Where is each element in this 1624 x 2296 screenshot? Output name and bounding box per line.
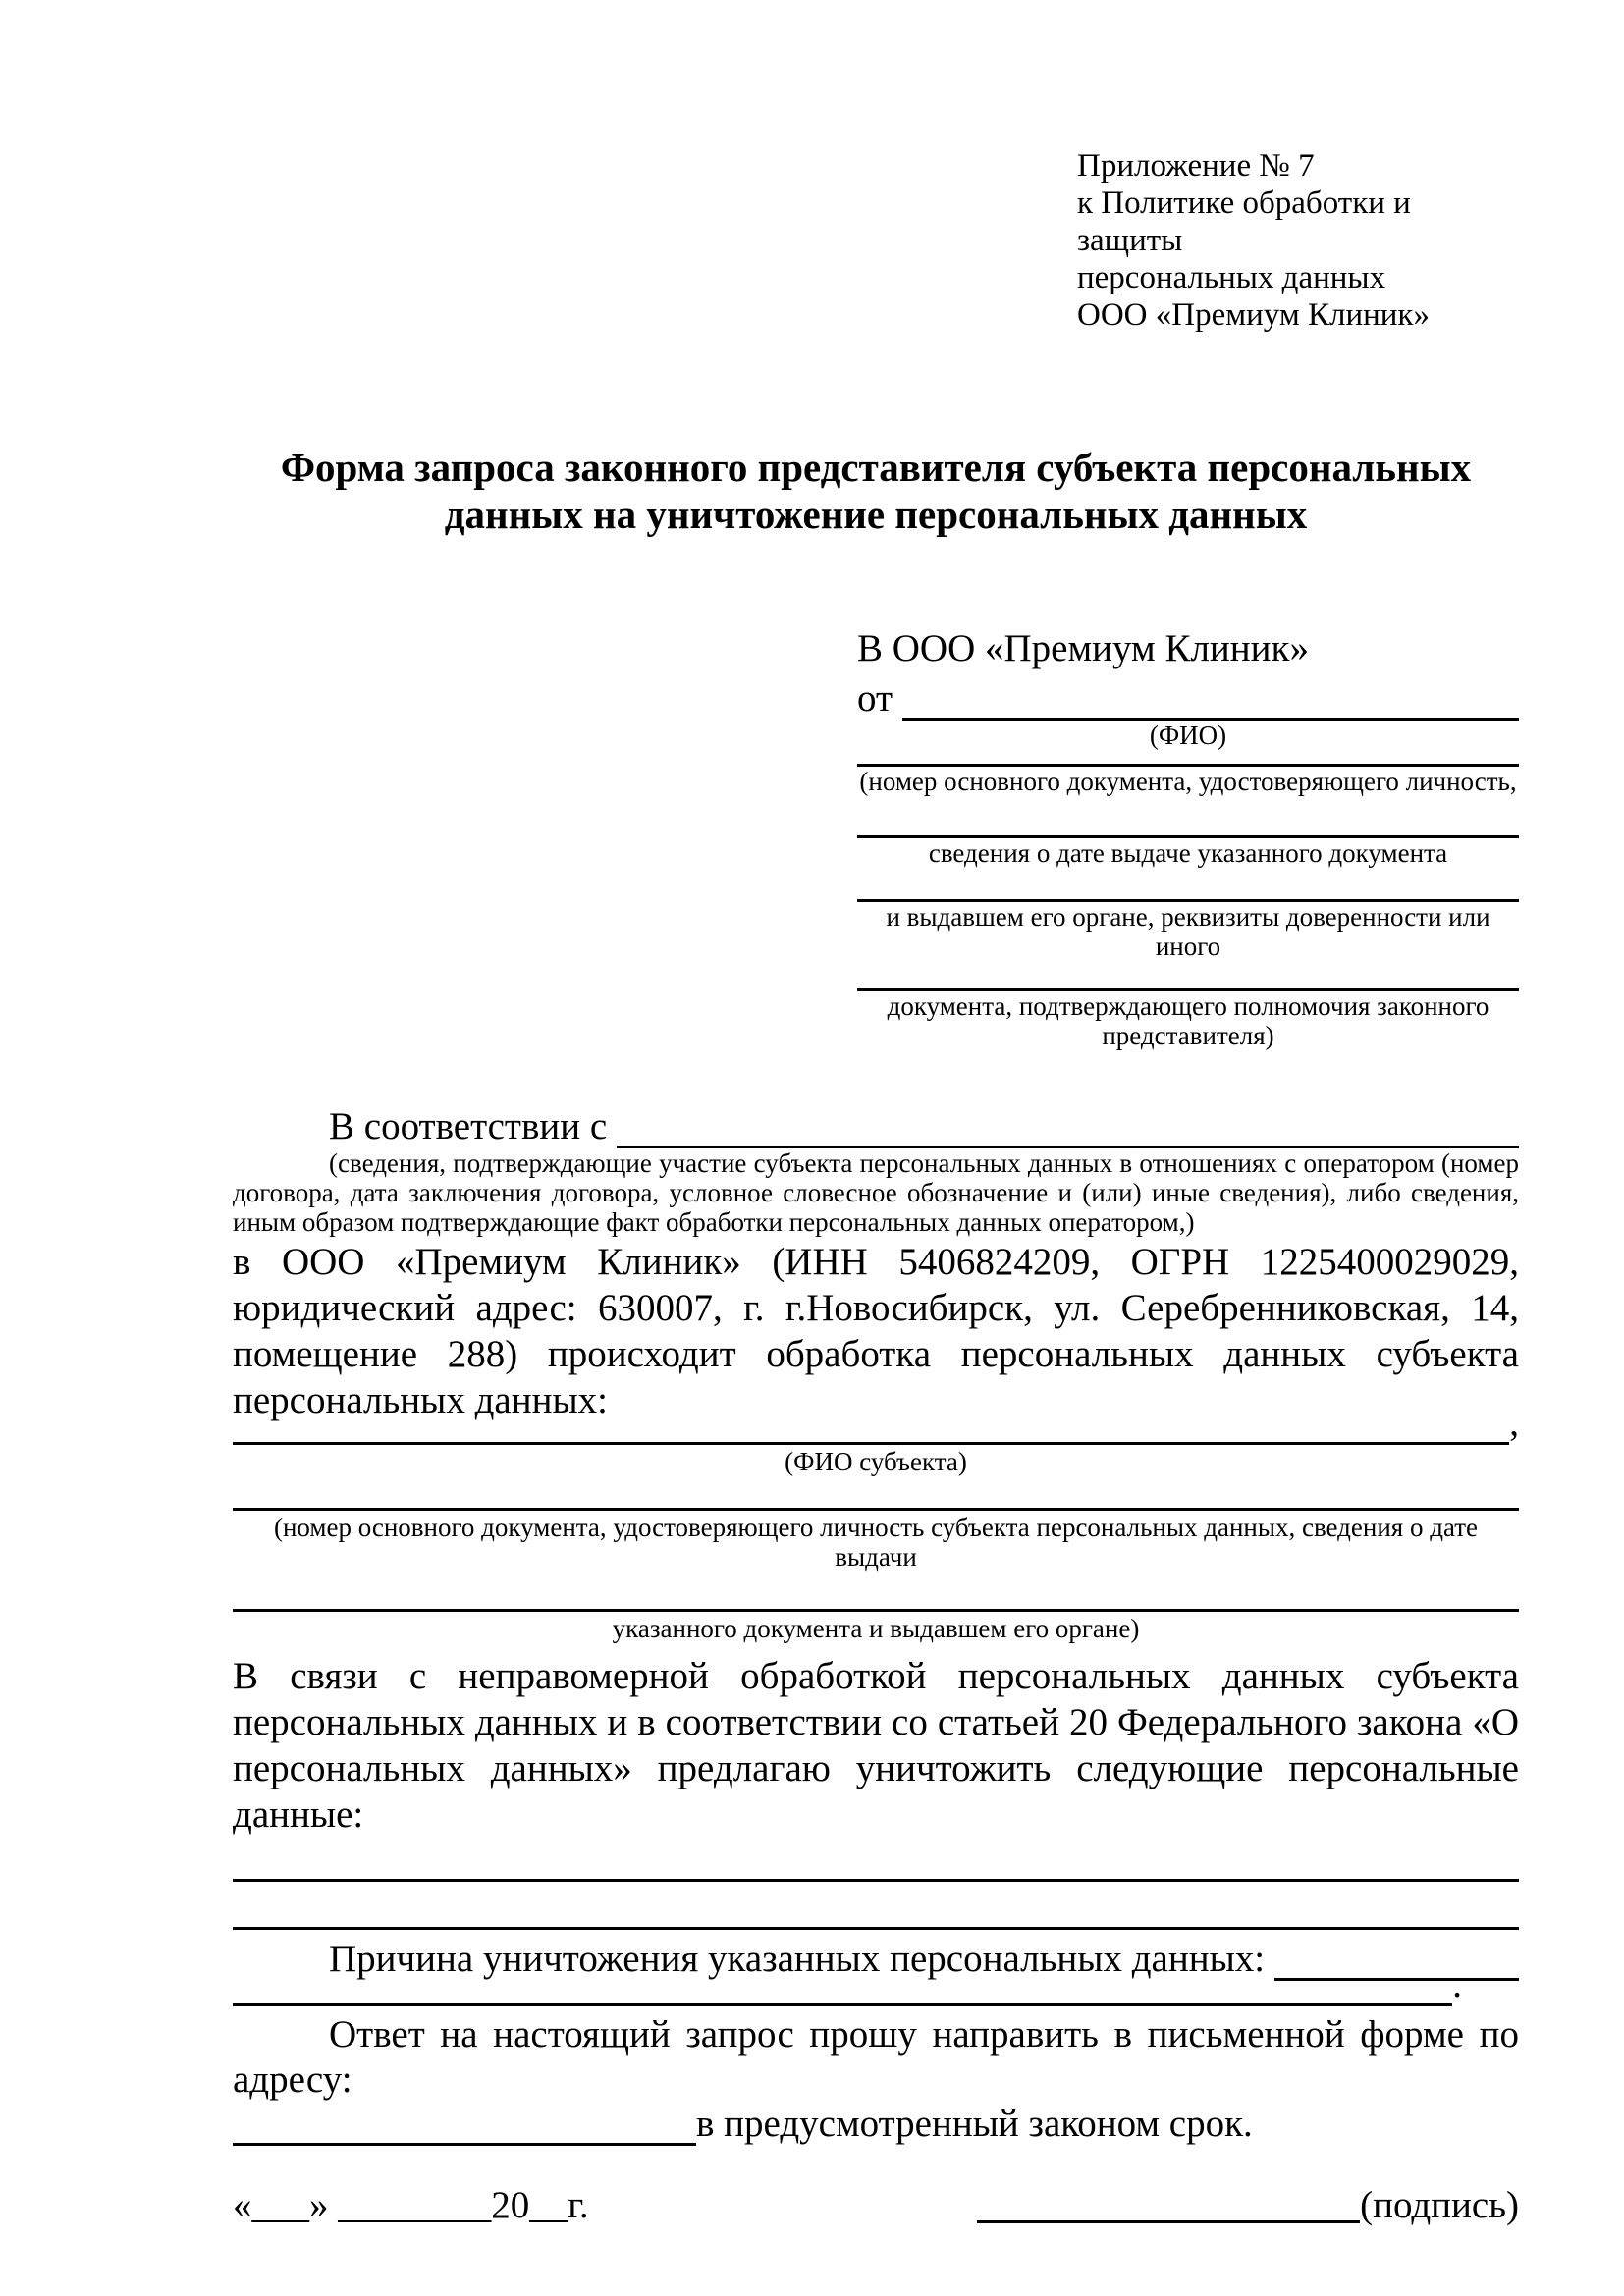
reason-label: Причина уничтожения указанных персональных данных: [329, 1938, 1266, 1980]
caption-fio-subject: (ФИО субъекта) [785, 1447, 967, 1476]
signature-block [977, 2183, 1519, 2227]
unlawful-paragraph: В связи с неправомерной обработкой персональных данных субъекта персональных данных и в соответствии со статьей 20 Федерального закона «О персональных данных» предлагаю уничтожить следующие персональные данные: [233, 1655, 1519, 1836]
operator-paragraph: в ООО «Премиум Клиник» (ИНН 5406824209, ОГРН 1225400029029, юридический адрес: 630007, г. г.Новосибирск, ул. Серебренниковская, 14, помещение 288) происходит обработка персональных данных субъекта персональных данных: [233, 1241, 1519, 1421]
fill-line [1274, 1978, 1519, 1981]
caption-doc-2: указанного документа и выдавшем его органе) [612, 1614, 1140, 1643]
fill-line [233, 2003, 1452, 2006]
fill-line [233, 1609, 1519, 1612]
appendix-note [1077, 147, 1519, 334]
appendix-line: к Политике обработки и защиты [1077, 186, 1411, 258]
in-accordance-row [233, 1101, 1519, 1148]
addressee-from-row [857, 673, 1519, 721]
from-label: от [857, 677, 893, 720]
comma-mark: , [1509, 1402, 1519, 1444]
fill-line [233, 1508, 1519, 1511]
answer-tail-text: в предусмотренный законом срок. [696, 2103, 1253, 2145]
appendix-line: ООО «Премиум Клиник» [1077, 297, 1430, 333]
date-line: «___» ________20__г. [233, 2184, 589, 2226]
page-title: Форма запроса законного представителя субъекта персональных данных на уничтожение персональных данных [280, 445, 1472, 537]
fill-line [233, 2143, 696, 2146]
caption-fio: (ФИО) [1149, 721, 1227, 750]
addressee-caption: и выдавшем его органе, реквизиты доверенности или иного [886, 902, 1490, 961]
fill-line [233, 1879, 1519, 1882]
fine-print-note: (сведения, подтверждающие участие субъекта персональных данных в отношениях с оператором (номер договора, дата заключения договора, условное словесное обозначение и (или) иные сведения), либо сведения, иным образом подтверждающие факт обработки персональных данных оператором,) [233, 1148, 1519, 1237]
addressee-block [857, 624, 1519, 1050]
answer-tail-row [233, 2103, 1519, 2146]
caption-doc-1: (номер основного документа, удостоверяющего личность субъекта персональных данных, сведения о дате выдачи [273, 1513, 1479, 1572]
signature-caption: (подпись) [1360, 2184, 1519, 2226]
in-accordance-label: В соответствии с [329, 1105, 608, 1148]
footer-row [233, 2183, 1519, 2227]
fill-line [233, 1927, 1519, 1930]
signature-line [977, 2220, 1360, 2223]
reason-row [233, 1938, 1519, 1981]
answer-paragraph: Ответ на настоящий запрос прошу направить в письменной форме по адресу: [233, 2013, 1519, 2101]
fio-subject-row [233, 1402, 1519, 1445]
addressee-caption: документа, подтверждающего полномочия законного представителя) [887, 991, 1489, 1050]
period-mark: . [1452, 1963, 1462, 2005]
addressee-caption: сведения о дате выдаче указанного документа [928, 838, 1448, 868]
appendix-line: персональных данных [1077, 260, 1386, 295]
reason-continuation-row [233, 1963, 1519, 2006]
appendix-line: Приложение № 7 [1077, 148, 1315, 184]
addressee-to: В ООО «Премиум Клиник» [857, 627, 1309, 669]
fill-line [233, 1442, 1509, 1445]
addressee-caption: (номер основного документа, удостоверяющего личность, [859, 767, 1517, 796]
